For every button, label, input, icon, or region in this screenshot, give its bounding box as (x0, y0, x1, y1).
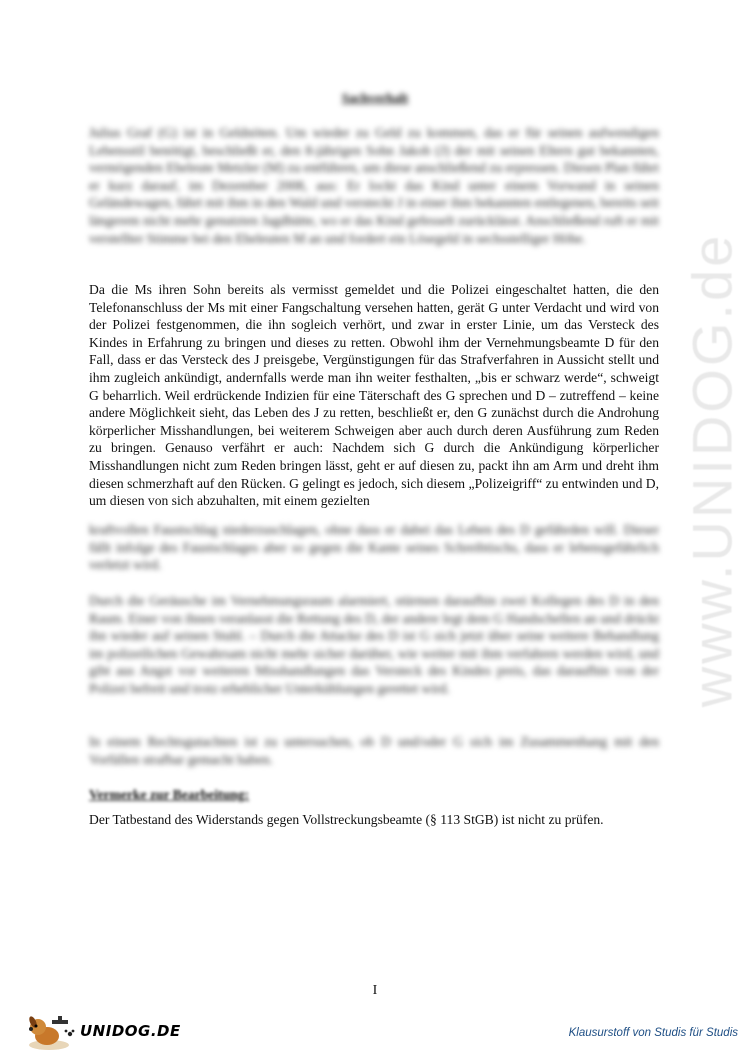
paragraph-blurred-1: Julius Graf (G) ist in Geldnöten. Um wieder zu Geld zu kommen, das er für seinen aufwendigen Lebensstil benötigt, beschließt er, den 8-jährigen Sohn Jakob (J) der mit seinen Eltern gut bekannten, vermögenden Eheleute Metzler (M) zu entführen, um diese anschließend zu erpressen. Diesen Plan führt er kurz darauf, im Dezember 2008, aus: Er lockt das Kind unter einem Vorwand in seinen Geländewagen, fährt mit ihm in den Wald und versteckt J in einer ihm bekannten entlegenen, bereits seit längerem nicht mehr genutzten Jagdhütte, wo er das Kind gefesselt zurücklässt. Anschließend ruft er mit verstellter Stimme bei den Eheleuten M an und fordert ein Lösegeld in sechsstelliger Höhe. (89, 125, 659, 246)
note-paragraph: Der Tatbestand des Widerstands gegen Vollstreckungsbeamte (§ 113 StGB) ist nicht zu prüfen. (89, 812, 604, 827)
logo-text: UNIDOG.DE (80, 1022, 181, 1040)
watermark-text: www.UNIDOG.de (680, 232, 744, 708)
paragraph-blurred-2: Durch die Geräusche im Vernehmungsraum alarmiert, stürmen daraufhin zwei Kollegen des D in den Raum. Einer von ihnen veranlasst die Rettung des D, der andere legt dem G Handschellen an und drückt ihn wieder auf seinen Stuhl. – Durch die Attacke des D ist G sich jetzt über seine weitere Behandlung im polizeilichen Gewahrsam nicht mehr sicher darüber, wie weiter mit ihm verfahren werden wird, und gibt aus Angst vor weiteren Misshandlungen das Versteck des Kindes preis, das daraufhin von der Polizei befreit und trotz erheblicher Unterkühlungen gerettet wird. (89, 593, 659, 696)
paragraph-blurred-3: In einem Rechtsgutachten ist zu untersuchen, ob D und/oder G sich im Zusammenhang mit den Vorfällen strafbar gemacht haben. (89, 734, 659, 767)
dog-mascot-icon (22, 1012, 76, 1052)
paragraph-visible: Da die Ms ihren Sohn bereits als vermisst gemeldet und die Polizei eingeschaltet hatten, die den Telefonanschluss der Ms mit einer Fangschaltung versehen hatten, gerät G unter Verdacht und wird von der Polizei festgenommen, die ihn sogleich verhört, und zwar in erster Linie, um das Versteck des Kindes in Erfahrung zu bringen und dieses zu retten. Obwohl ihm der Vernehmungsbeamte D für den Fall, dass er das Versteck des J preisgebe, Vergünstigungen für das Strafverfahren in Aussicht stellt und ihm zugleich ankündigt, andernfalls werde man ihn weiter festhalten, „bis er schwarz werde“, schweigt G beharrlich. Weil erdrückende Indizien für eine Täterschaft des G sprechen und D – zutreffend – keine andere Möglichkeit sieht, das Leben des J zu retten, beschließt er, den G zunächst durch die Androhung körperlicher Misshandlungen, bei weiterem Schweigen aber auch durch deren Ausführung zum Reden zu bringen. Genauso verfährt er auch: Nachdem sich G durch die Ankündigung körperlicher Misshandlungen nicht zum Reden bringen lässt, geht er auf diesen zu, packt ihn am Arm und dreht ihm diesen schmerzhaft auf den Rücken. G gelingt es jedoch, sich diesem „Polizeigriff“ zu entwinden und D, um diesen von sich abzuhalten, mit einem gezielten (89, 282, 659, 509)
document-title: Sachverhalt (341, 90, 409, 105)
page-number: I (372, 983, 378, 998)
notes-heading: Vermerke zur Bearbeitung: (89, 787, 250, 802)
unidog-logo[interactable] (22, 1012, 202, 1052)
footer-slogan: Klausurstoff von Studis für Studis (568, 1027, 738, 1039)
paragraph-blurred-tail: kraftvollen Faustschlag niederzuschlagen, ohne dass er dabei das Leben des D gefährden will. Dieser fällt infolge des Faustschlages aber so gegen die Kante seines Schreibtischs, dass er lebensgefährlich verletzt wird. (89, 522, 659, 573)
